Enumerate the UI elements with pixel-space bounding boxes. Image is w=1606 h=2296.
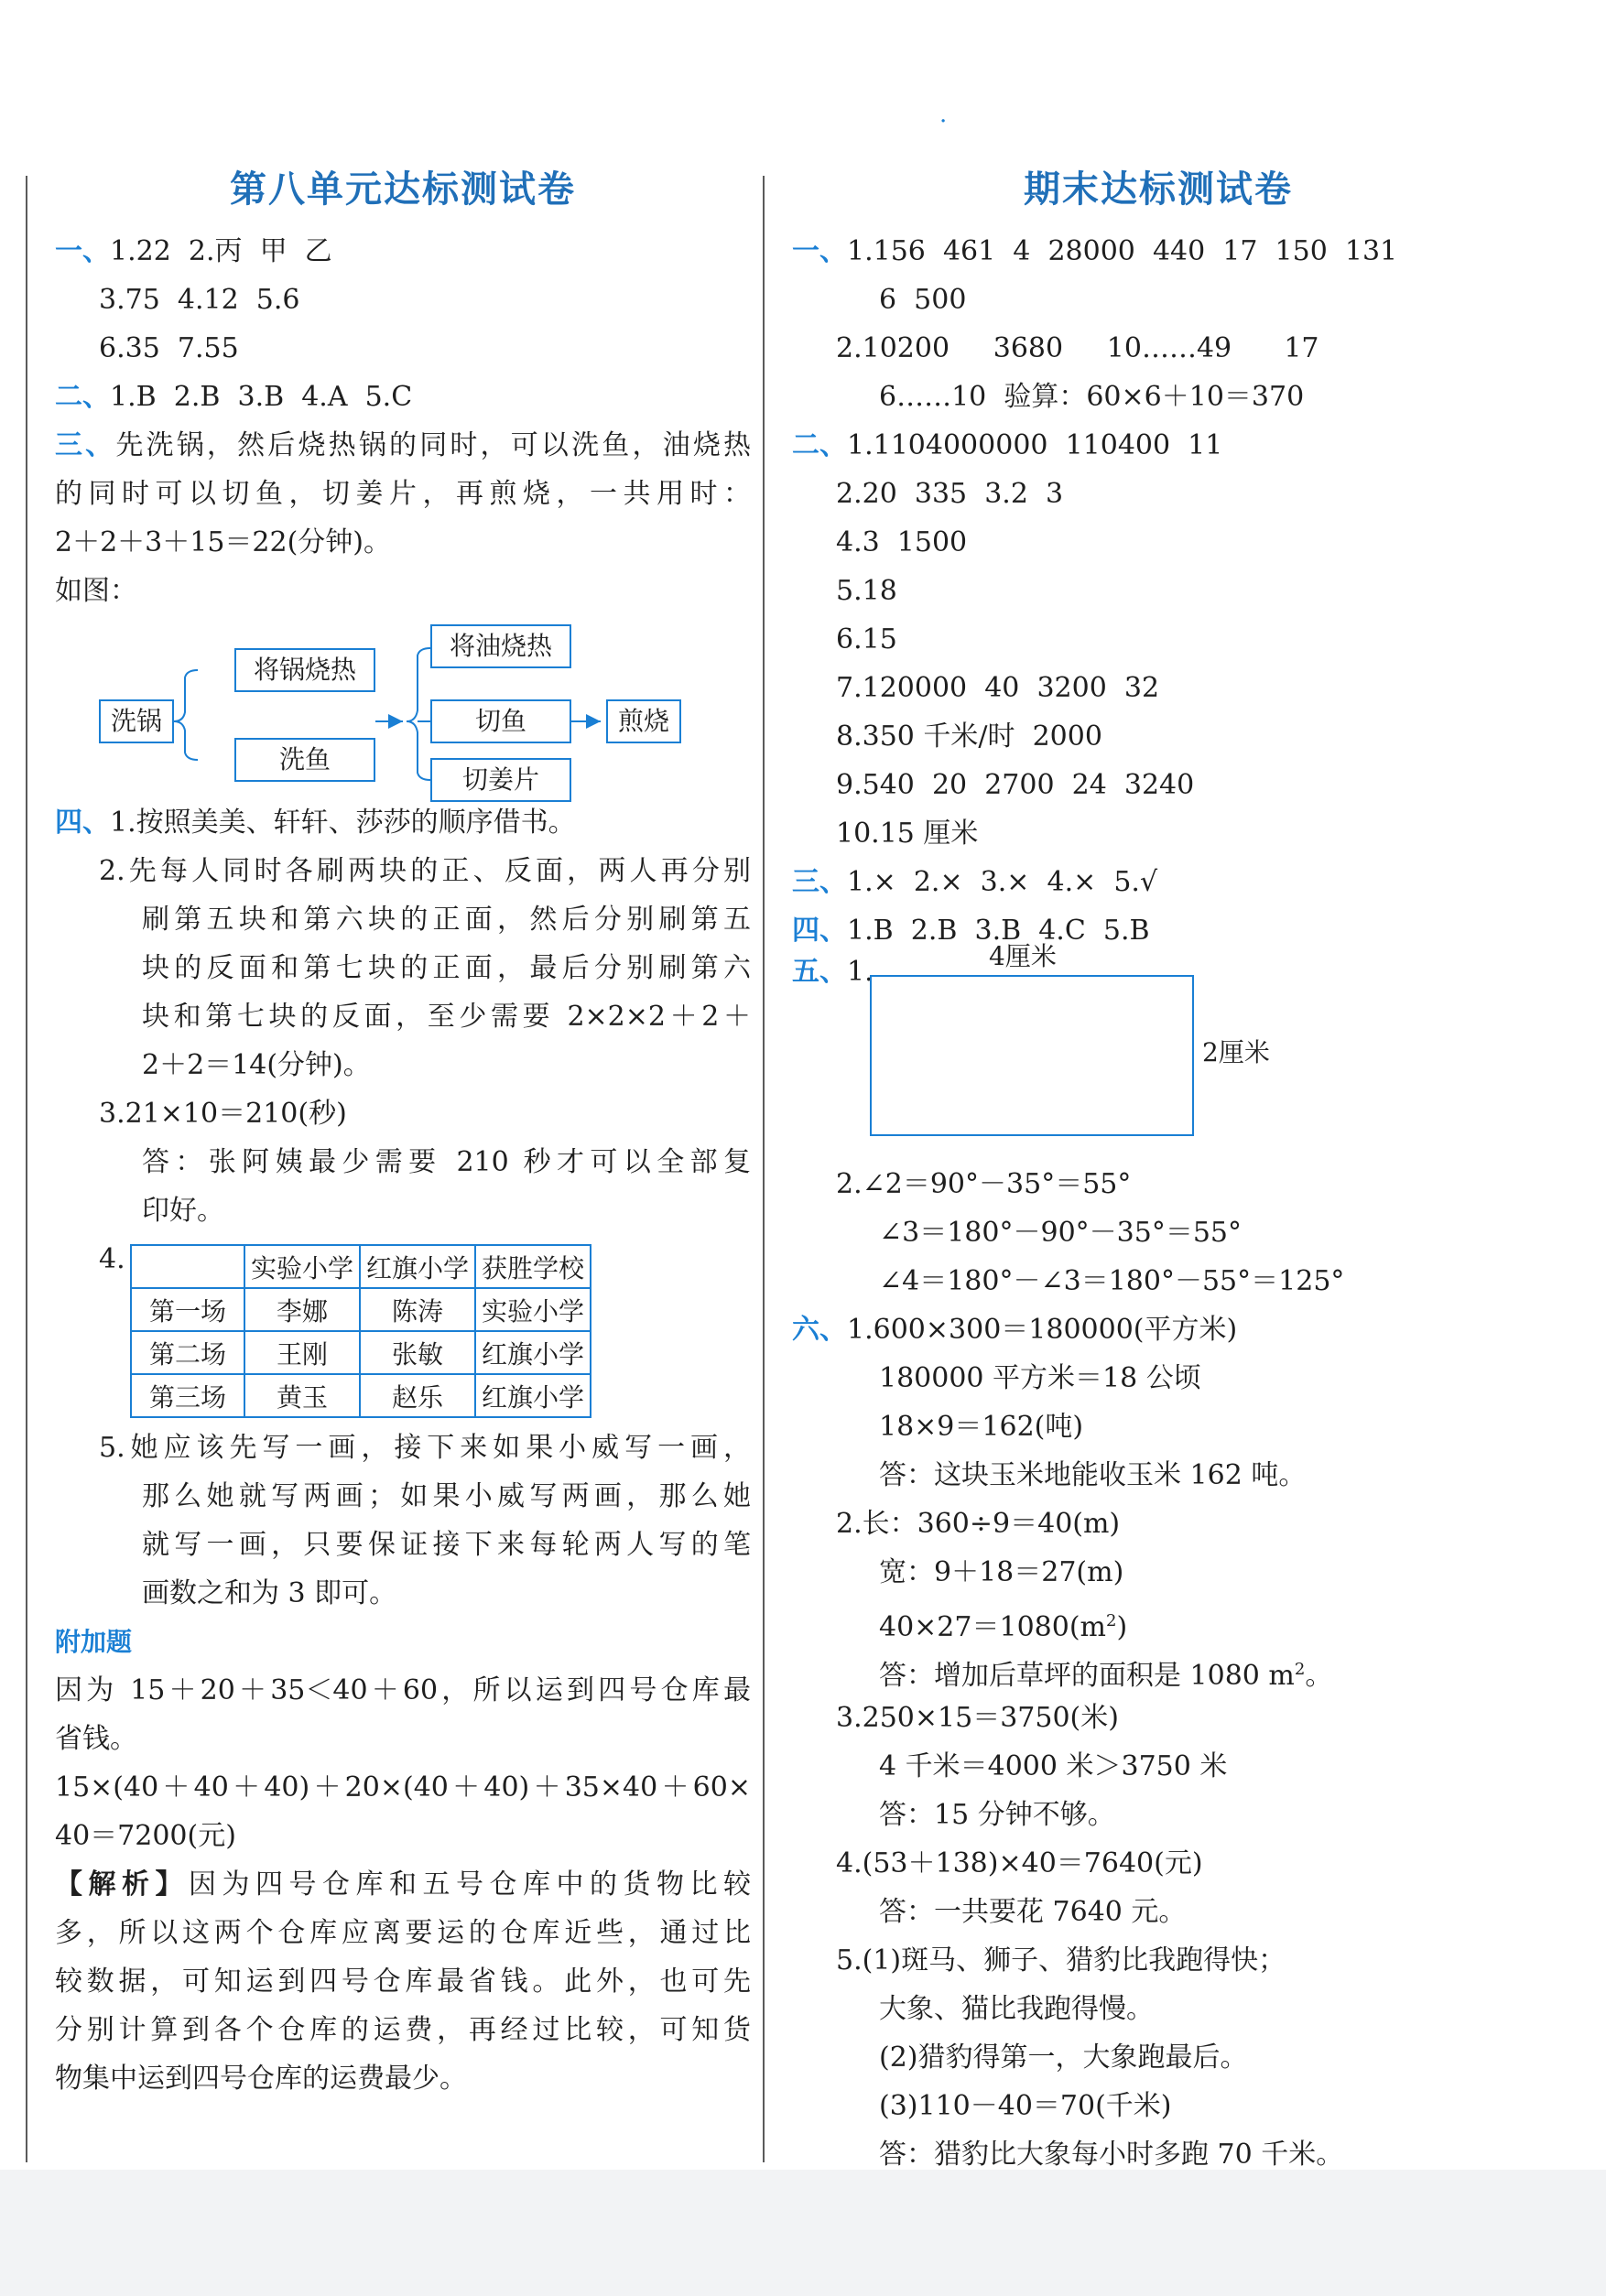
column-divider	[763, 176, 765, 2162]
right-s2-line6: 7.120000 40 3200 32	[836, 672, 1160, 704]
left-s4-q4	[55, 1235, 751, 1424]
left-s4-q5-l2: 那么她就写两画；如果小威写两画，那么她	[142, 1480, 751, 1512]
left-s3-line2: 的同时可以切鱼，切姜片，再煎烧，一共用时：	[55, 478, 751, 510]
right-s6-q3-l1: 3.250×15＝3750(米)	[836, 1702, 1119, 1734]
box-cut-fish: 切鱼	[430, 699, 571, 743]
table-cell: 实验小学	[475, 1288, 591, 1331]
right-s4-line1: 四、1.B 2.B 3.B 4.C 5.B	[792, 915, 1150, 947]
bottom-band	[0, 2170, 1606, 2296]
cooking-flow-diagram	[55, 615, 751, 798]
left-s4-q5-l4: 画数之和为 3 即可。	[142, 1577, 397, 1609]
right-s6-q1-l3: 18×9＝162(吨)	[879, 1411, 1084, 1443]
right-s5-q1	[792, 941, 1525, 1160]
left-s1-line1: 一、1.22 2.丙 甲 乙	[55, 235, 332, 267]
table-cell	[131, 1245, 244, 1288]
left-s1-line2: 3.75 4.12 5.6	[99, 284, 300, 316]
table-cell: 红旗小学	[360, 1245, 475, 1288]
left-s3-line1: 三、先洗锅，然后烧热锅的同时，可以洗鱼，油烧热	[55, 429, 752, 461]
rect-height-label: 2厘米	[1202, 1037, 1270, 1067]
table-cell: 黄玉	[244, 1374, 360, 1417]
right-s5-q2-l1: 2.∠2＝90°－35°＝55°	[836, 1168, 1132, 1200]
analysis-l1: 【解析】因为四号仓库和五号仓库中的货物比较	[55, 1868, 751, 1901]
left-margin-line	[26, 176, 27, 2162]
left-s4-q2-l3: 块的反面和第七块的正面，最后分别刷第六	[142, 952, 751, 984]
right-s1-line4: 6……10 验算：60×6＋10＝370	[879, 381, 1305, 413]
right-s1-line2: 6 500	[879, 284, 967, 316]
analysis-l4: 分别计算到各个仓库的运费，再经过比较，可知货	[55, 2014, 751, 2046]
table-cell: 红旗小学	[475, 1331, 591, 1374]
right-s2-line9: 10.15 厘米	[836, 818, 979, 850]
right-s6-q1-l4: 答：这块玉米地能收玉米 162 吨。	[879, 1459, 1307, 1491]
right-s6-q3-l3: 答：15 分钟不够。	[879, 1799, 1115, 1831]
extra-l4: 40＝7200(元)	[55, 1820, 236, 1852]
right-s1-line3: 2.10200 3680 10……49 17	[836, 332, 1319, 364]
schedule-table	[130, 1244, 591, 1418]
rect-width-label: 4厘米	[989, 941, 1057, 971]
right-s6-q3-l2: 4 千米＝4000 米＞3750 米	[879, 1750, 1228, 1782]
table-row	[131, 1331, 591, 1374]
table-cell: 王刚	[244, 1331, 360, 1374]
table-cell: 张敏	[360, 1331, 475, 1374]
right-s6-q5-l4: (3)110－40＝70(千米)	[879, 2090, 1172, 2122]
right-s2-line2: 2.20 335 3.2 3	[836, 478, 1064, 510]
analysis-l2: 多，所以这两个仓库应离要运的仓库近些，通过比	[55, 1917, 751, 1949]
right-s2-line3: 4.3 1500	[836, 526, 968, 558]
left-s1-line3: 6.35 7.55	[99, 332, 239, 364]
right-s6-q2-l2: 宽：9＋18＝27(m)	[879, 1556, 1124, 1588]
right-s6-q5-l1: 5.(1)斑马、狮子、猎豹比我跑得快；	[836, 1944, 1286, 1977]
brace-right-top	[407, 648, 430, 721]
right-s6-q2-l1: 2.长：360÷9＝40(m)	[836, 1508, 1121, 1540]
right-s6-q5-l2: 大象、猫比我跑得慢。	[879, 1993, 1154, 2025]
right-s2-line8: 9.540 20 2700 24 3240	[836, 769, 1195, 801]
table-header-row	[131, 1245, 591, 1288]
right-s5-q2-l3: ∠4＝180°－∠3＝180°－55°＝125°	[879, 1265, 1345, 1297]
box-wash-fish: 洗鱼	[234, 738, 375, 782]
table-row	[131, 1374, 591, 1417]
top-dot: ·	[939, 108, 948, 135]
right-s6-q1-l1: 六、1.600×300＝180000(平方米)	[792, 1314, 1238, 1346]
left-s4-q2-l4: 块和第七块的反面，至少需要 2×2×2＋2＋	[142, 1001, 751, 1033]
left-s4-q5-l1: 5.她应该先写一画，接下来如果小威写一画，	[99, 1432, 751, 1464]
right-s6-q4-l1: 4.(53＋138)×40＝7640(元)	[836, 1847, 1203, 1879]
extra-l2: 省钱。	[55, 1723, 137, 1755]
left-s4-q3-l1: 3.21×10＝210(秒)	[99, 1098, 347, 1130]
right-s2-line5: 6.15	[836, 623, 897, 655]
left-s4-q2-l2: 刷第五块和第六块的正面，然后分别刷第五	[142, 904, 751, 936]
table-row	[131, 1288, 591, 1331]
left-s4-q2-l1: 2.先每人同时各刷两块的正、反面，两人再分别	[99, 855, 751, 887]
right-s1-line1: 一、1.156 461 4 28000 440 17 150 131	[792, 235, 1398, 267]
extra-l3: 15×(40＋40＋40)＋20×(40＋40)＋35×40＋60×	[55, 1771, 751, 1803]
right-s6-q5-l3: (2)猎豹得第一，大象跑最后。	[879, 2041, 1248, 2074]
right-s2-line7: 8.350 千米/时 2000	[836, 720, 1102, 753]
analysis-l3: 较数据，可知运到四号仓库最省钱。此外，也可先	[55, 1966, 751, 1998]
extra-l1: 因为 15＋20＋35＜40＋60，所以运到四号仓库最	[55, 1674, 751, 1706]
box-cut-ginger: 切姜片	[430, 758, 571, 802]
right-s6-q4-l2: 答：一共要花 7640 元。	[879, 1896, 1187, 1928]
left-s3-line3: 2＋2＋3＋15＝22(分钟)。	[55, 526, 392, 558]
right-s6-q2-l4: 答：增加后草坪的面积是 1080 $m^2$。	[879, 1660, 1333, 1692]
right-s2-line4: 5.18	[836, 575, 897, 607]
brace-right-bottom	[407, 721, 430, 780]
right-s3-line1: 三、1.× 2.× 3.× 4.× 5.√	[792, 866, 1158, 898]
table-cell: 赵乐	[360, 1374, 475, 1417]
right-column	[792, 165, 1525, 2179]
table-cell: 获胜学校	[475, 1245, 591, 1288]
left-s4-q3-l3: 印好。	[142, 1195, 224, 1227]
table-cell: 第一场	[131, 1288, 244, 1331]
table-cell: 红旗小学	[475, 1374, 591, 1417]
analysis-l5: 物集中运到四号仓库的运费最少。	[55, 2063, 467, 2095]
box-wash-pot: 洗锅	[99, 699, 174, 743]
left-s2-line1: 二、1.B 2.B 3.B 4.A 5.C	[55, 381, 413, 413]
table-cell: 第二场	[131, 1331, 244, 1374]
box-heat-oil: 将油烧热	[430, 624, 571, 668]
left-s4-q1: 四、1.按照美美、轩轩、莎莎的顺序借书。	[55, 807, 576, 839]
right-s6-q1-l2: 180000 平方米＝18 公顷	[879, 1362, 1201, 1394]
left-s3-line4: 如图：	[55, 575, 137, 607]
q4-number: 4.	[99, 1243, 125, 1275]
box-fry: 煎烧	[606, 699, 681, 743]
extra-title: 附加题	[55, 1627, 133, 1657]
right-s5-mark-line: 五、1.	[792, 956, 874, 988]
box-heat-pot: 将锅烧热	[234, 648, 375, 692]
brace-left-top	[174, 670, 198, 721]
left-s4-q3-l2: 答：张阿姨最少需要 210 秒才可以全部复	[142, 1146, 751, 1178]
right-s2-line1: 二、1.1104000000 110400 11	[792, 429, 1223, 461]
right-s6-q5-l5: 答：猎豹比大象每小时多跑 70 千米。	[879, 2139, 1344, 2171]
table-cell: 第三场	[131, 1374, 244, 1417]
table-cell: 李娜	[244, 1288, 360, 1331]
left-s4-q5-l3: 就写一画，只要保证接下来每轮两人写的笔	[142, 1529, 751, 1561]
left-title: 第八单元达标测试卷	[230, 168, 576, 211]
brace-left-bottom	[174, 721, 198, 760]
right-s5-q2-l2: ∠3＝180°－90°－35°＝55°	[879, 1217, 1242, 1249]
left-column	[55, 165, 751, 2103]
table-cell: 陈涛	[360, 1288, 475, 1331]
table-cell: 实验小学	[244, 1245, 360, 1288]
right-s6-q2-l3: $40\times 27=1080(m^2)$	[879, 1611, 1128, 1643]
rectangle-drawing	[870, 975, 1194, 1136]
right-title: 期末达标测试卷	[1024, 168, 1293, 211]
left-s4-q2-l5: 2＋2＝14(分钟)。	[142, 1049, 371, 1081]
